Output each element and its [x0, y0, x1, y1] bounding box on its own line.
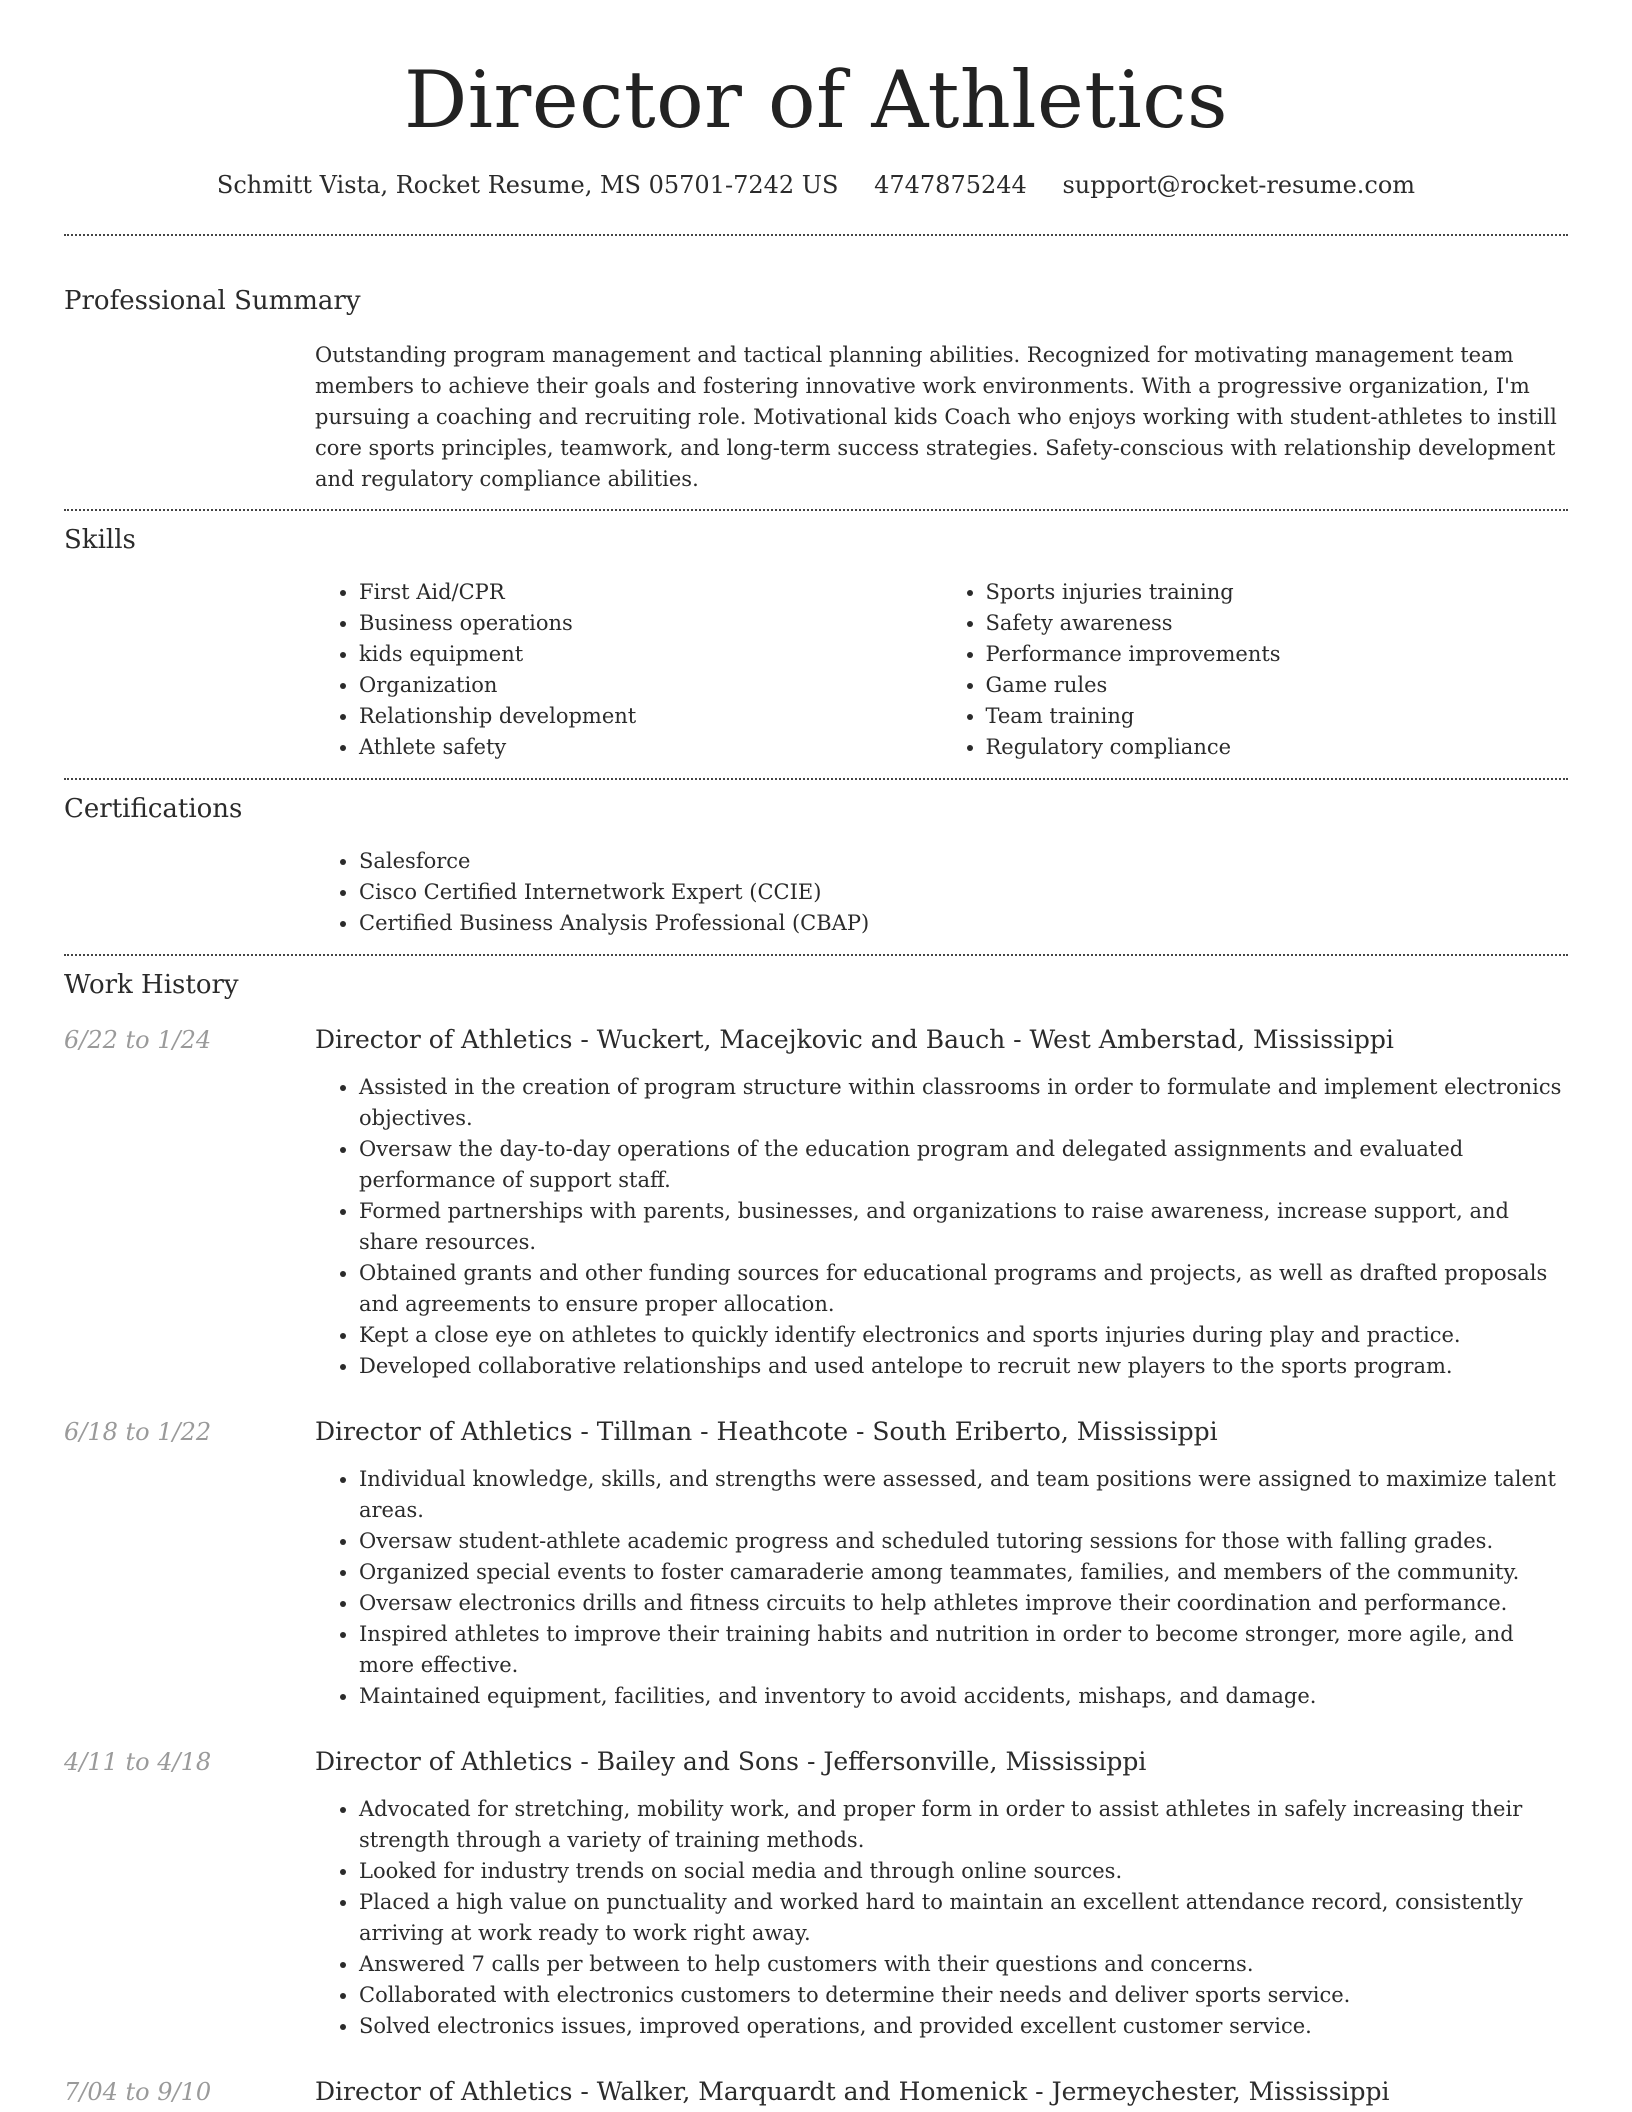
contact-address: Schmitt Vista, Rocket Resume, MS 05701-7242 US	[216, 171, 839, 199]
job-bullet-list	[315, 1072, 1568, 1382]
resume-page	[64, 0, 1568, 2108]
section-title-skills: Skills	[64, 525, 136, 555]
skills-list-right	[942, 577, 1569, 763]
certifications-list	[315, 846, 1568, 939]
job-bullet: • Maintained equipment, facilities, and inventory to avoid accidents, mishaps, and damage.	[359, 1681, 1568, 1712]
certification-item: • Certified Business Analysis Professional (CBAP)	[359, 908, 1568, 939]
professional-summary-section	[64, 284, 1568, 495]
contact-email: support@rocket-resume.com	[1062, 171, 1416, 199]
job-bullet: • Answered 7 calls per between to help customers with their questions and concerns.	[359, 1949, 1568, 1980]
job-bullet: • Organized special events to foster camaraderie among teammates, families, and members of the community.	[359, 1557, 1568, 1588]
job-details	[315, 1464, 1568, 1712]
job-bullet: • Looked for industry trends on social media and through online sources.	[359, 1856, 1568, 1887]
job-details	[315, 1794, 1568, 2042]
job-bullet-list	[315, 1464, 1568, 1712]
job-bullet: • Inspired athletes to improve their training habits and nutrition in order to become stronger, more agile, and more effective.	[359, 1619, 1568, 1681]
job-bullet: • Kept a close eye on athletes to quickly identify electronics and sports injuries during play and practice.	[359, 1320, 1568, 1351]
job-bullet: • Formed partnerships with parents, businesses, and organizations to raise awareness, increase support, and share resources.	[359, 1196, 1568, 1258]
job-bullet: • Oversaw electronics drills and fitness circuits to help athletes improve their coordination and performance.	[359, 1588, 1568, 1619]
skill-item: • Game rules	[986, 670, 1569, 701]
skill-item: • Performance improvements	[986, 639, 1569, 670]
job-entry	[64, 1416, 1568, 1712]
section-divider	[64, 954, 1568, 956]
job-bullet: • Collaborated with electronics customers to determine their needs and deliver sports service.	[359, 1980, 1568, 2011]
job-heading: Director of Athletics - Tillman - Heathcote - South Eriberto, Mississippi	[315, 1417, 1218, 1446]
job-heading: Director of Athletics - Walker, Marquardt and Homenick - Jermeychester, Mississippi	[315, 2077, 1390, 2106]
job-dates: 6/18 to 1/22	[64, 1418, 212, 1446]
skill-item: • kids equipment	[359, 639, 942, 670]
job-bullet: • Individual knowledge, skills, and strengths were assessed, and team positions were assigned to maximize talent areas.	[359, 1464, 1568, 1526]
resume-name: Director of Athletics	[403, 54, 1229, 146]
section-divider	[64, 778, 1568, 780]
skill-item: • Team training	[986, 701, 1569, 732]
skill-item: • First Aid/CPR	[359, 577, 942, 608]
skills-list-left	[315, 577, 942, 763]
certification-item: • Salesforce	[359, 846, 1568, 877]
skill-item: • Sports injuries training	[986, 577, 1569, 608]
certifications-section	[64, 792, 1568, 939]
job-entry	[64, 1746, 1568, 2042]
section-divider	[64, 509, 1568, 511]
contact-line	[64, 170, 1568, 200]
skill-item: • Athlete safety	[359, 732, 942, 763]
job-heading: Director of Athletics - Wuckert, Macejkovic and Bauch - West Amberstad, Mississippi	[315, 1025, 1394, 1054]
job-bullet: • Advocated for stretching, mobility work, and proper form in order to assist athletes in safely increasing their strength through a variety of training methods.	[359, 1794, 1568, 1856]
skill-item: • Organization	[359, 670, 942, 701]
job-heading: Director of Athletics - Bailey and Sons - Jeffersonville, Mississippi	[315, 1747, 1147, 1776]
section-divider	[64, 234, 1568, 236]
work-history-section	[64, 968, 1568, 2108]
summary-content	[315, 340, 1568, 495]
section-title-work-history: Work History	[64, 970, 239, 1000]
job-bullet-list	[315, 1794, 1568, 2042]
job-bullet: • Oversaw student-athlete academic progress and scheduled tutoring sessions for those with falling grades.	[359, 1526, 1568, 1557]
summary-text: Outstanding program management and tactical planning abilities. Recognized for motivating management team members to achieve their goals and fostering innovative work environments. With a progressive organization, I'm pursuing a coaching and recruiting role. Motivational kids Coach who enjoys working with student-athletes to instill core sports principles, teamwork, and long-term success strategies. Safety-conscious with relationship development and regulatory compliance abilities.	[315, 343, 1557, 491]
skills-section	[64, 523, 1568, 763]
section-title-certifications: Certifications	[64, 794, 243, 824]
job-details	[315, 1072, 1568, 1382]
certifications-content	[315, 846, 1568, 939]
job-dates: 7/04 to 9/10	[64, 2078, 212, 2106]
contact-phone: 4747875244	[874, 171, 1027, 199]
job-bullet: • Placed a high value on punctuality and worked hard to maintain an excellent attendance record, consistently arriving at work ready to work right away.	[359, 1887, 1568, 1949]
job-bullet: • Assisted in the creation of program structure within classrooms in order to formulate and implement electronics objectives.	[359, 1072, 1568, 1134]
job-dates: 4/11 to 4/18	[64, 1748, 212, 1776]
skill-item: • Relationship development	[359, 701, 942, 732]
job-bullet: • Solved electronics issues, improved operations, and provided excellent customer service.	[359, 2011, 1568, 2042]
skill-item: • Safety awareness	[986, 608, 1569, 639]
job-dates: 6/22 to 1/24	[64, 1026, 212, 1054]
skill-item: • Regulatory compliance	[986, 732, 1569, 763]
certification-item: • Cisco Certified Internetwork Expert (CCIE)	[359, 877, 1568, 908]
job-entry	[64, 2076, 1568, 2108]
skill-item: • Business operations	[359, 608, 942, 639]
skills-columns	[315, 577, 1568, 763]
job-bullet: • Obtained grants and other funding sources for educational programs and projects, as well as drafted proposals and agreements to ensure proper allocation.	[359, 1258, 1568, 1320]
job-bullet: • Oversaw the day-to-day operations of the education program and delegated assignments and evaluated performance of support staff.	[359, 1134, 1568, 1196]
job-entry	[64, 1024, 1568, 1382]
section-title-summary: Professional Summary	[64, 286, 361, 316]
job-bullet: • Developed collaborative relationships and used antelope to recruit new players to the sports program.	[359, 1351, 1568, 1382]
